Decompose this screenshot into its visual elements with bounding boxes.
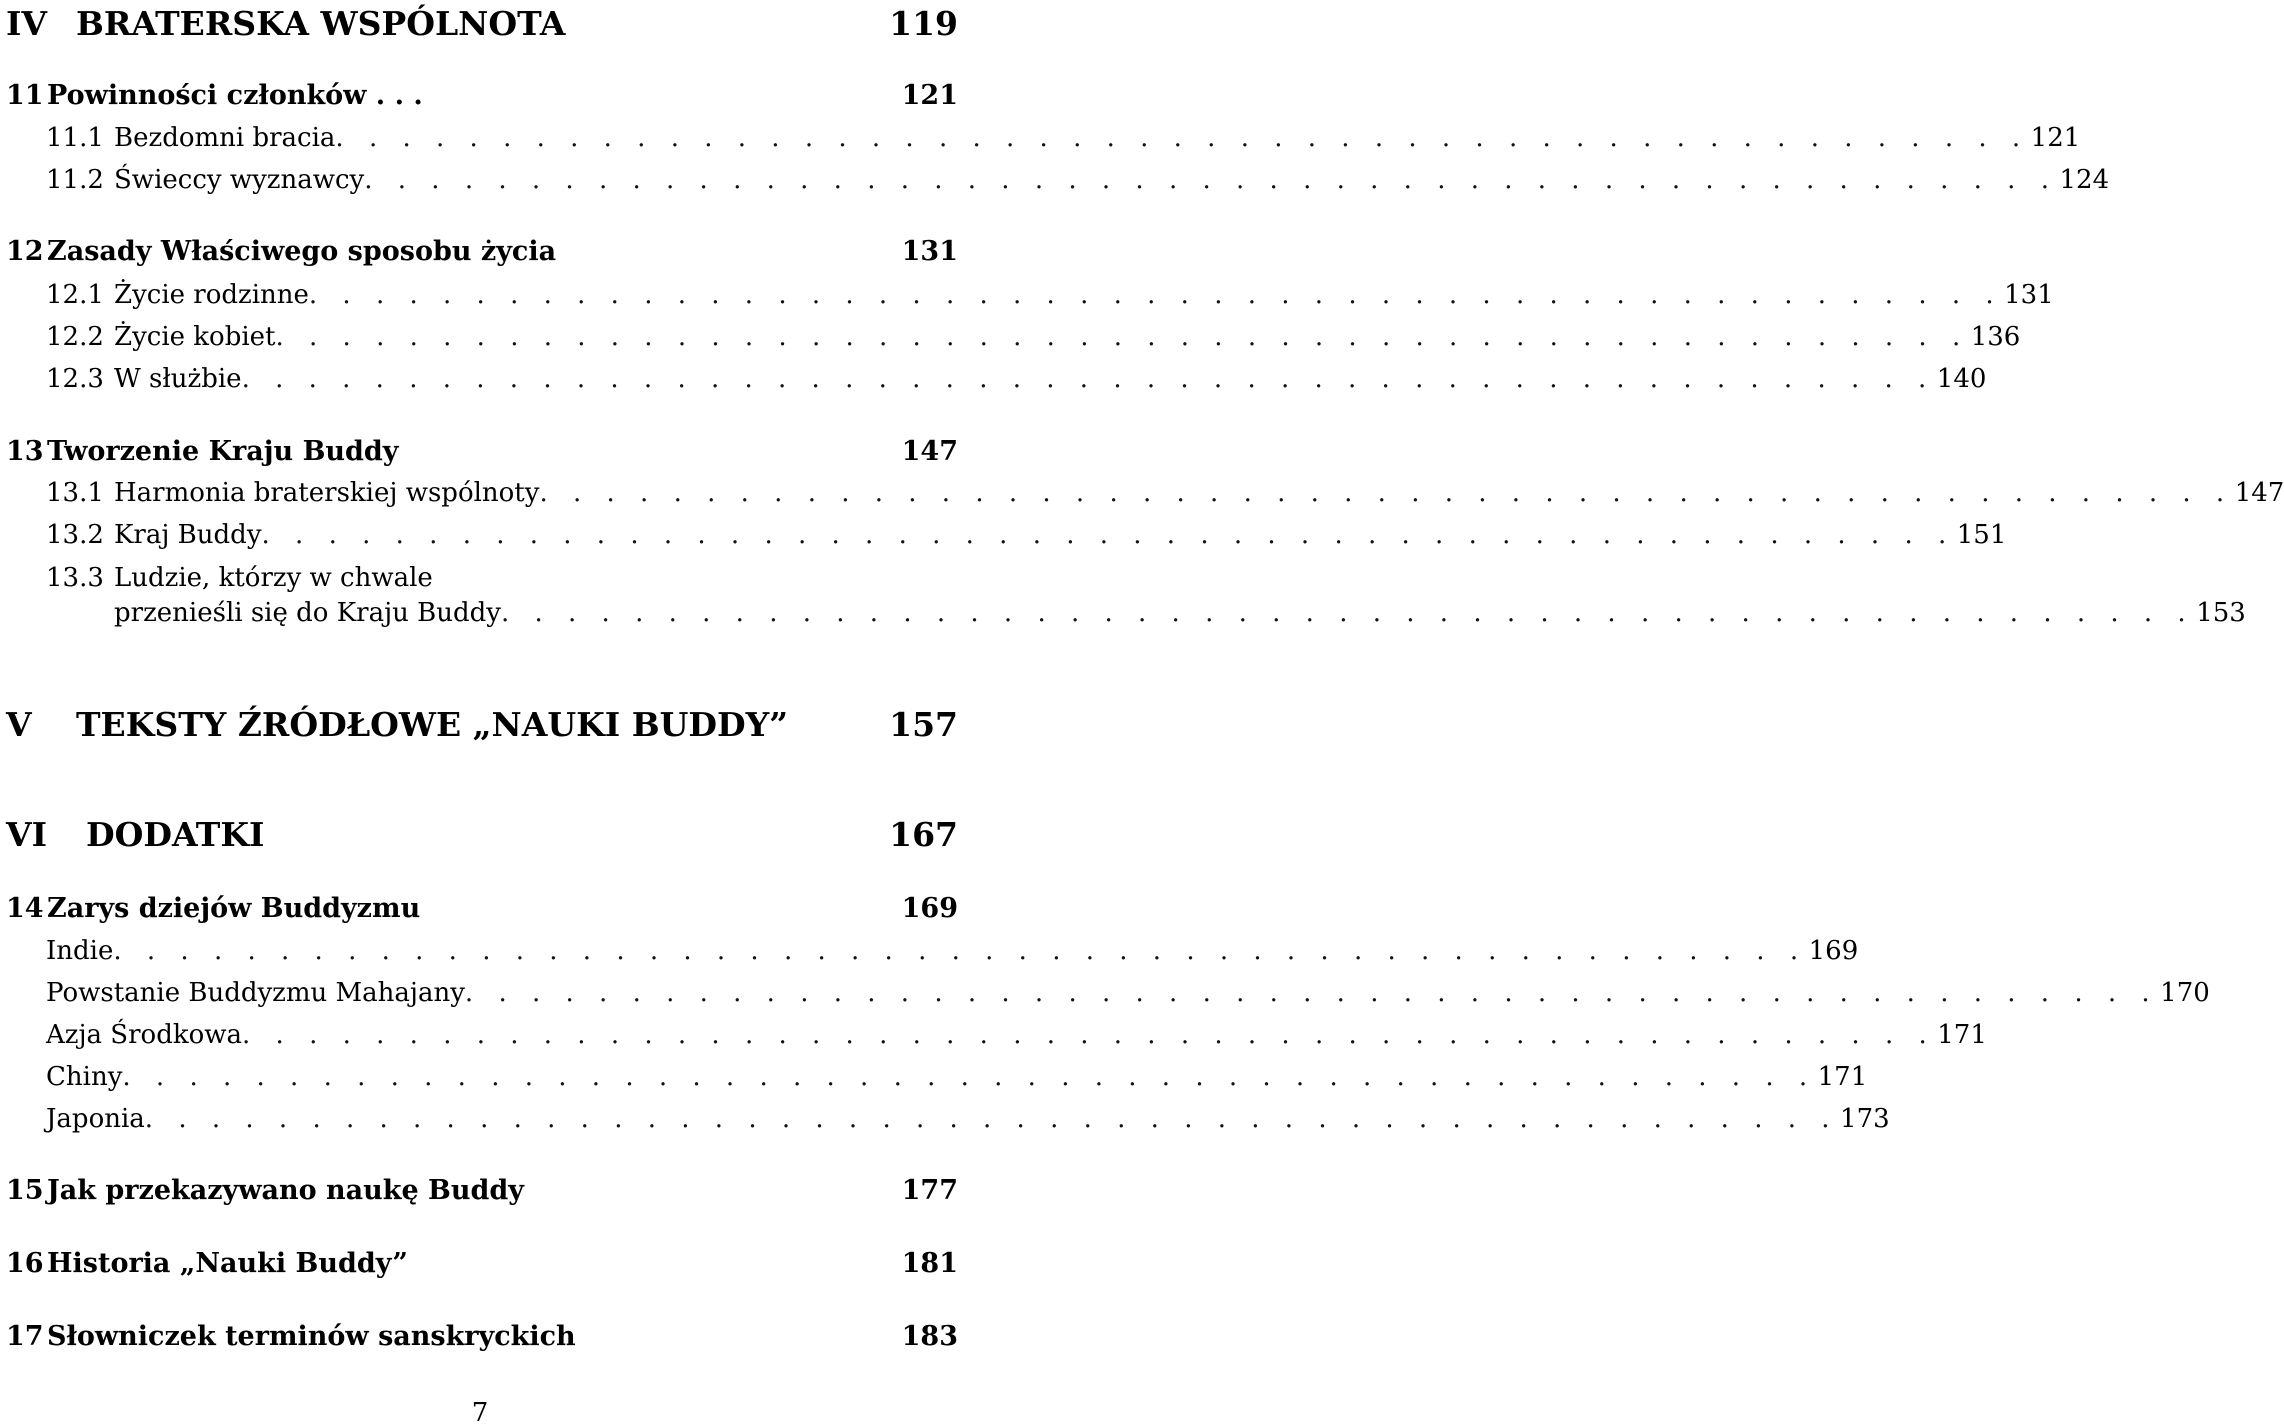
dot-leader: . . . . . . . . . . . . . . . . . . . . . . . . . . . . . . . . . . . . . . . . . . . . . . . . . . . [500,598,2195,628]
dot-leader: . . . . . . . . . . . . . . . . . . . . . . . . . . . . . . . . . . . . . . . . . . . . . . . . . . . [122,1062,1816,1092]
dot-leader: . . . . . . . . . . . . . . . . . . . . . . . . . . . . . . . . . . . . . . . . . . . . . . . . . . . [539,478,2233,508]
dot-leader: . . . . . . . . . . . . . . . . . . . . . . . . . . . . . . . . . . . . . . . . . . . . . . . . . . . [242,1020,1936,1050]
toc-section-12-1[interactable] [6,280,2054,310]
part-number: IV [6,4,48,43]
toc-section-12-2[interactable] [6,322,2021,352]
chapter-title: Zasady Właściwego sposobu życia [47,236,557,267]
page-number: 147 [901,436,958,467]
toc-chapter-17[interactable] [6,1321,958,1352]
chapter-number: 13 [6,436,44,467]
dot-leader: . . . . . . . . . . . . . . . . . . . . . . . . . . . . . . . . . . . . . . . . . . . . . . . . . . . [261,520,1955,550]
chapter-title: Powinności członków . . . [47,80,423,111]
dot-leader: . . . . . . . . . . . . . . . . . . . . . . . . . . . . . . . . . . . . . . . . . . . . . . . . . . . [113,936,1807,966]
section-title: W służbie [114,364,242,394]
dot-leader: . . . . . . . . . . . . . . . . . . . . . . . . . . . . . . . . . . . . . . . . . . . . . . . . . . . [275,322,1969,352]
page-number: 151 [1956,520,2007,550]
toc-chapter-12[interactable] [6,236,958,267]
dot-leader: . . . . . . . . . . . . . . . . . . . . . . . . . . . . . . . . . . . . . . . . . . . . . . . . . . . [241,364,1935,394]
page-number: 153 [2196,598,2246,628]
page-number: 171 [1937,1020,1987,1050]
chapter-number: 15 [6,1175,44,1206]
page-number: 183 [901,1321,958,1352]
dot-leader: . . . . . . . . . . . . . . . . . . . . . . . . . . . . . . . . . . . . . . . . . . . . . . . . . . . [464,978,2159,1008]
toc-section-13-1[interactable] [6,478,2284,508]
chapter-number: 14 [6,893,44,924]
chapter-number: 12 [6,236,44,267]
chapter-title: Tworzenie Kraju Buddy [47,436,399,467]
section-title: Kraj Buddy [114,520,262,550]
chapter-title: Słowniczek terminów sanskryckich [47,1321,576,1352]
chapter-title: Jak przekazywano naukę Buddy [47,1175,524,1206]
part-title: TEKSTY ŹRÓDŁOWE „NAUKI BUDDY” [76,705,789,744]
section-title: Japonia [46,1104,145,1134]
dot-leader: . . . . . . . . . . . . . . . . . . . . . . . . . . . . . . . . . . . . . . . . . . . . . . . . . . . [308,280,2003,310]
section-title: Bezdomni bracia [114,123,336,153]
section-number: 11.1 [46,123,104,153]
page-number: 171 [1817,1062,1868,1092]
toc-section-chiny[interactable] [6,1062,1868,1092]
toc-section-12-3[interactable] [6,364,1987,394]
page-number: 119 [889,4,958,43]
section-title: Ludzie, którzy w chwale [114,563,433,593]
section-title: Chiny [46,1062,123,1092]
page-number: 147 [2234,478,2284,508]
toc-section-11-2[interactable] [6,165,2110,195]
chapter-title: Zarys dziejów Buddyzmu [47,893,421,924]
section-number: 13.3 [46,563,104,593]
section-title: Indie [46,936,114,966]
section-title: Powstanie Buddyzmu Mahajany [46,978,465,1008]
section-number: 13.1 [46,478,104,508]
section-title: Życie kobiet [114,322,276,352]
page-number: 121 [901,80,958,111]
toc-chapter-13[interactable] [6,436,958,467]
section-title: Azja Środkowa [46,1020,243,1050]
page-number: 173 [1840,1104,1890,1134]
toc-section-11-1[interactable] [6,123,2081,153]
toc-chapter-15[interactable] [6,1175,958,1206]
toc-section-13-3-continued[interactable] [6,598,2246,628]
chapter-number: 16 [6,1248,44,1279]
part-number: VI [6,815,48,854]
section-title: Harmonia braterskiej wspólnoty [114,478,540,508]
toc-section-japonia[interactable] [6,1104,1890,1134]
page-number: 124 [2059,165,2110,195]
toc-chapter-11[interactable] [6,80,958,111]
dot-leader: . . . . . . . . . . . . . . . . . . . . . . . . . . . . . . . . . . . . . . . . . . . . . . . . . . . [364,165,2058,195]
page-number: 131 [2004,280,2054,310]
section-title: Świeccy wyznawcy [114,165,365,195]
section-number: 11.2 [46,165,104,195]
page-number: 136 [1970,322,2021,352]
page-number: 169 [901,893,958,924]
page-number: 157 [889,705,958,744]
chapter-title: Historia „Nauki Buddy” [47,1248,408,1279]
section-number: 13.2 [46,520,104,550]
page-number: 167 [889,815,958,854]
dot-leader: . . . . . . . . . . . . . . . . . . . . . . . . . . . . . . . . . . . . . . . . . . . . . . . . . . . [144,1104,1839,1134]
toc-part-vi[interactable] [6,815,958,854]
page-number: 169 [1808,936,1859,966]
toc-section-indie[interactable] [6,936,1859,966]
page-footer-number: 7 [471,1398,489,1428]
toc-part-v[interactable] [6,705,958,744]
section-title: Życie rodzinne [114,280,309,310]
section-number: 12.1 [46,280,104,310]
chapter-number: 17 [6,1321,44,1352]
page-number: 131 [901,236,958,267]
section-title-line-2: przenieśli się do Kraju Buddy [114,598,501,628]
dot-leader: . . . . . . . . . . . . . . . . . . . . . . . . . . . . . . . . . . . . . . . . . . . . . . . . . . . [335,123,2029,153]
page-number: 140 [1936,364,1987,394]
toc-section-13-2[interactable] [6,520,2007,550]
toc-part-iv[interactable] [6,4,958,43]
toc-section-mahajana[interactable] [6,978,2210,1008]
part-number: V [6,705,32,744]
part-title: BRATERSKA WSPÓLNOTA [76,4,566,43]
chapter-number: 11 [6,80,44,111]
page-number: 170 [2160,978,2210,1008]
page-number: 177 [901,1175,958,1206]
toc-section-13-3[interactable] [6,563,958,593]
part-title: DODATKI [86,815,265,854]
toc-section-azja-srodkowa[interactable] [6,1020,1987,1050]
page-number: 121 [2030,123,2081,153]
page-number: 181 [901,1248,958,1279]
toc-chapter-14[interactable] [6,893,958,924]
section-number: 12.2 [46,322,104,352]
toc-chapter-16[interactable] [6,1248,958,1279]
section-number: 12.3 [46,364,104,394]
